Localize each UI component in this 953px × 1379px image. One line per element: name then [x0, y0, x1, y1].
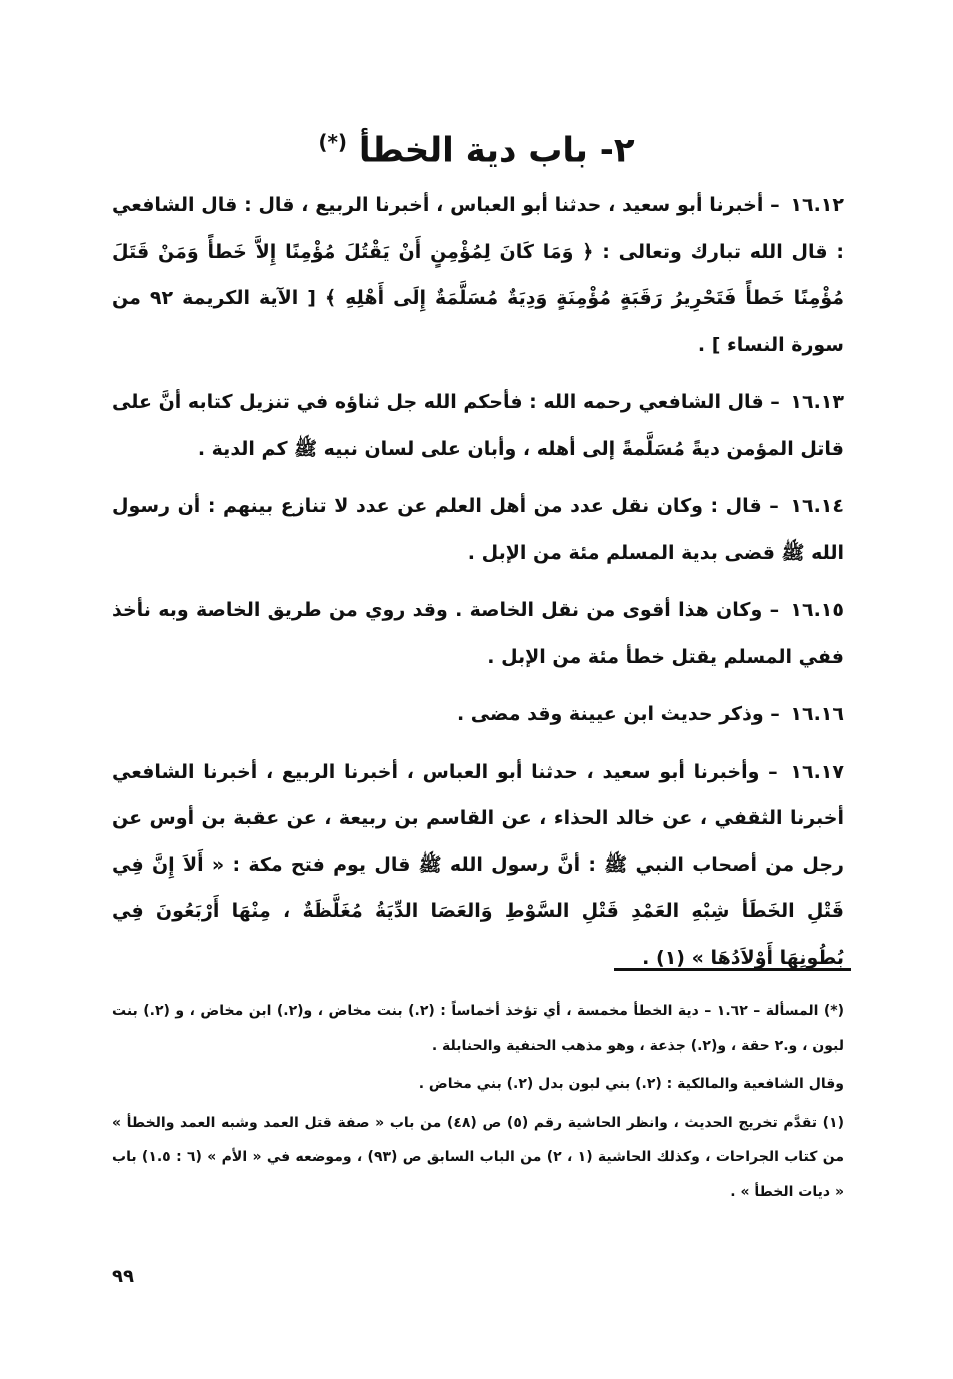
paragraph-number: ١٦.١٣	[790, 391, 844, 413]
footnote: وقال الشافعية والمالكية : (٢.) بني لبون بدل (٢.) بني مخاض .	[418, 1076, 844, 1092]
page-number: ٩٩	[112, 1266, 134, 1287]
paragraph-number: ١٦.١٥	[790, 599, 844, 621]
paragraph	[112, 379, 844, 472]
footnote-separator	[614, 968, 851, 971]
paragraph-text: – وذكر حديث ابن عيينة وقد مضى .	[456, 703, 780, 725]
paragraph-text: – وأخبرنا أبو سعيد ، حدثنا أبو العباس ، أخبرنا الربيع ، أخبرنا الشافعي أخبرنا الثقفي ، عن خالد الحذاء ، عن القاسم بن ربيعة ، عن عقبة بن أوس عن رجل من أصحاب النبي ﷺ : أنَّ رسول الله ﷺ قال يوم فتح مكة : « أَلاَ إِنَّ فِي قَتْلِ الخَطَأ شِبْهِ العَمْدِ قَتْلِ السَّوْطِ وَالعَصَا الدِّيَةُ مُغَلَّظَةٌ ، مِنْهَا أَرْبَعُونَ فِي بُطُونِهَا أَوْلاَدُهَا » (١) .	[112, 760, 844, 969]
footnote: (*) المسألة – ١.٦٢ – دية الخطأ مخمسة ، أي تؤخذ أخماساً : (٢.) بنت مخاض ، و(٢.) ابن مخاض ، و (٢.) بنت لبون ، و.٢ حقة ، و(٢.) جذعة ، وهو مذهب الحنفية والحنابلة .	[112, 1003, 844, 1054]
paragraph-number: ١٦.١٧	[790, 760, 844, 783]
chapter-title	[100, 118, 853, 174]
paragraph-text: – قال الشافعي رحمه الله : فأحكم الله جل ثناؤه في تنزيل كتابه أنَّ على قاتل المؤمن ديةً مُسَلَّمةً إلى أهله ، وأبان على لسان نبيه ﷺ كم الدية .	[112, 391, 844, 460]
paragraph-text: – قال : وكان نقل عدد من أهل العلم عن عدد لا تنازع بينهم : أن رسول الله ﷺ قضى بدية المسلم مئة من الإبل .	[112, 495, 844, 564]
paragraph-text: – أخبرنا أبو سعيد ، حدثنا أبو العباس ، أخبرنا الربيع ، قال : قال الشافعي : قال الله تبارك وتعالى : ﴿ وَمَا كَانَ لِمُؤْمِنٍ أَنْ يَقْتُلَ مُؤْمِنًا إِلاَّ خَطأً وَمَنْ قَتَلَ مُؤْمِنًا خَطأً فَتَحْرِيرُ رَقَبَةٍ مُؤْمِنَةٍ وَدِيَةٌ مُسَلَّمَةٌ إِلَى أَهْلِهِ ﴾ [ الآية الكريمة ٩٢ من سورة النساء ] .	[112, 194, 845, 356]
paragraph	[112, 691, 844, 738]
paragraph-text: – وكان هذا أقوى من نقل الخاصة . وقد روي من طريق الخاصة وبه نأخذ ففي المسلم يقتل خطأ مئة من الإبل .	[112, 599, 844, 668]
paragraph	[112, 182, 844, 368]
footnotes	[112, 994, 844, 1209]
main-text	[112, 182, 844, 992]
paragraph	[112, 483, 844, 576]
footnote: (١) تقدَّم تخريج الحديث ، وانظر الحاشية رقم (٥) ص (٤٨) من باب « صفة قتل العمد وشبه العمد والخطأ » من كتاب الجراحات ، وكذلك الحاشية (١ ، ٢) من الباب السابق ص (٩٣) ، وموضعه في « الأم » (٦ : ١.٥) باب « ديات الخطأ » .	[112, 1114, 844, 1200]
chapter-title-footnote-mark: (*)	[318, 130, 348, 154]
paragraph-number: ١٦.١٢	[790, 194, 844, 216]
chapter-title-text: ٢- باب دية الخطأ	[358, 130, 635, 171]
paragraph	[112, 587, 844, 680]
paragraph	[112, 749, 844, 982]
paragraph-number: ١٦.١٦	[790, 703, 844, 725]
paragraph-number: ١٦.١٤	[790, 495, 844, 517]
